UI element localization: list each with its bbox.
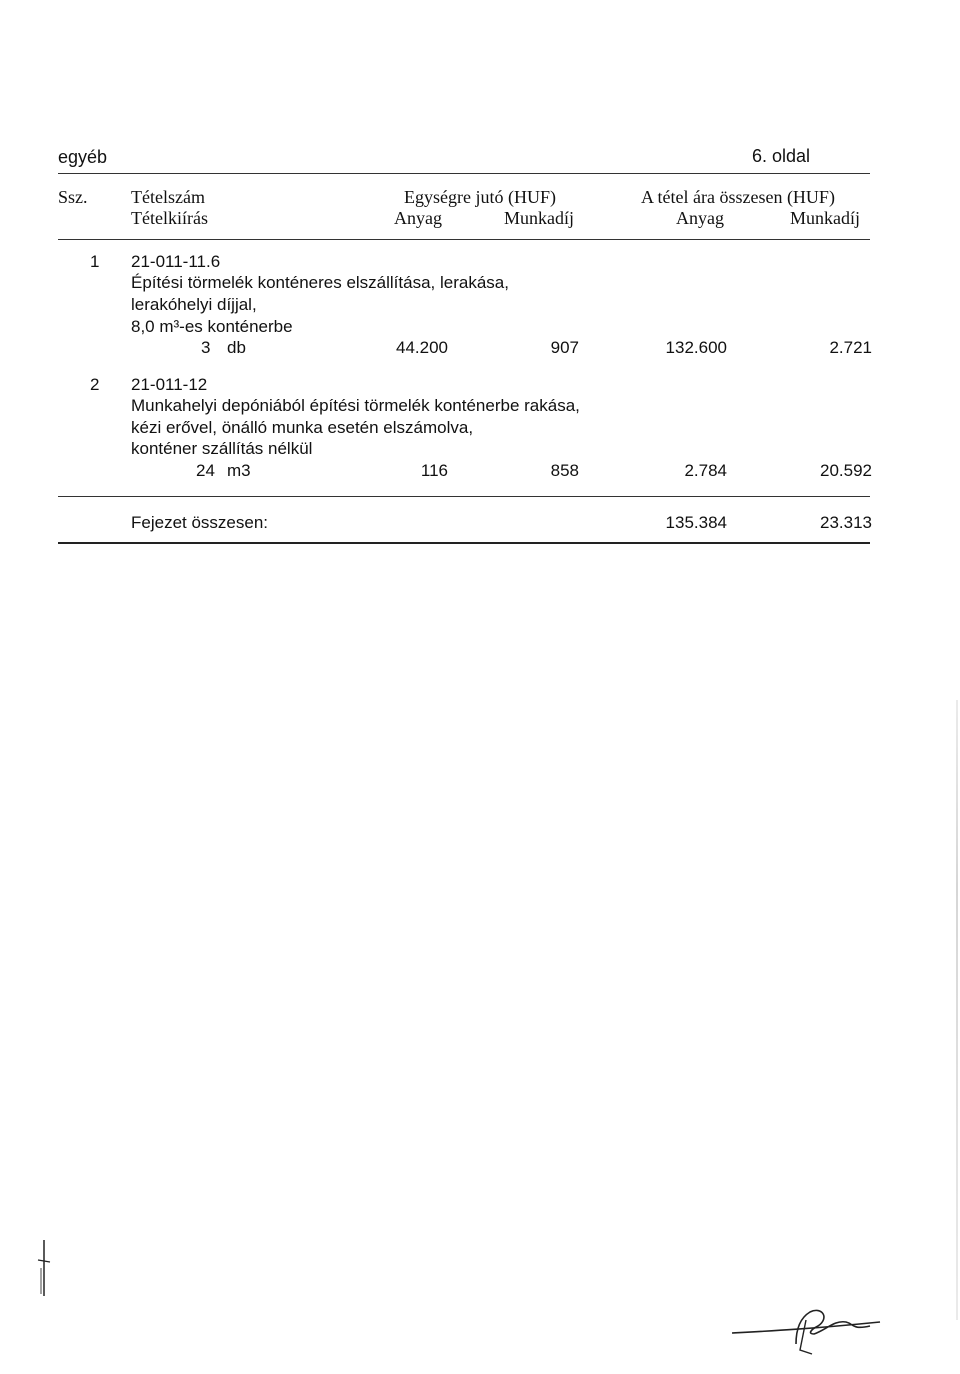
item-unit-material: 44.200 — [396, 338, 448, 357]
item-quantity: 3 — [201, 338, 211, 357]
col-unit-labor: Munkadíj — [504, 208, 574, 228]
chapter-total-material: 135.384 — [665, 513, 727, 532]
col-item-description: Tételkiírás — [131, 208, 208, 228]
margin-mark — [30, 1238, 60, 1298]
item-number: 2 — [90, 375, 100, 394]
col-total-price: A tétel ára összesen (HUF) — [641, 187, 835, 207]
scan-edge-shadow — [956, 700, 958, 1320]
col-item-number: Tételszám — [131, 187, 205, 207]
col-total-labor: Munkadíj — [790, 208, 860, 228]
item-description-line: 8,0 m³-es konténerbe — [131, 317, 293, 336]
item-description-line: konténer szállítás nélkül — [131, 439, 313, 458]
heading-rule — [58, 239, 870, 240]
item-quantity: 24 — [196, 461, 215, 480]
item-description-line: lerakóhelyi díjjal, — [131, 295, 257, 314]
header-rule — [58, 173, 870, 174]
item-total-material: 2.784 — [684, 461, 727, 480]
item-number: 1 — [90, 252, 100, 271]
item-unit-labor: 858 — [550, 461, 579, 480]
item-total-labor: 2.721 — [829, 338, 872, 357]
item-total-labor: 20.592 — [820, 461, 872, 480]
col-ssz: Ssz. — [58, 187, 88, 207]
items-end-rule — [58, 496, 870, 497]
item-description-line: Munkahelyi depóniából építési törmelék konténerbe rakása, — [131, 396, 580, 415]
item-unit: db — [227, 338, 246, 357]
summary-rule — [58, 542, 870, 544]
item-description-line: Építési törmelék konténeres elszállítása, lerakása, — [131, 273, 509, 292]
signature — [730, 1300, 890, 1360]
item-unit: m3 — [227, 461, 251, 480]
item-code: 21-011-11.6 — [131, 252, 221, 271]
item-code: 21-011-12 — [131, 375, 208, 394]
item-total-material: 132.600 — [665, 338, 727, 357]
col-total-material: Anyag — [676, 208, 724, 228]
item-unit-material: 116 — [420, 461, 448, 480]
chapter-total-label: Fejezet összesen: — [131, 513, 269, 532]
col-unit-price: Egységre jutó (HUF) — [404, 187, 556, 207]
item-description-line: kézi erővel, önálló munka esetén elszámolva, — [131, 418, 474, 437]
page-number: 6. oldal — [752, 146, 811, 166]
section-title: egyéb — [58, 147, 108, 167]
chapter-total-labor: 23.313 — [820, 513, 872, 532]
col-unit-material: Anyag — [394, 208, 442, 228]
item-unit-labor: 907 — [550, 338, 579, 357]
